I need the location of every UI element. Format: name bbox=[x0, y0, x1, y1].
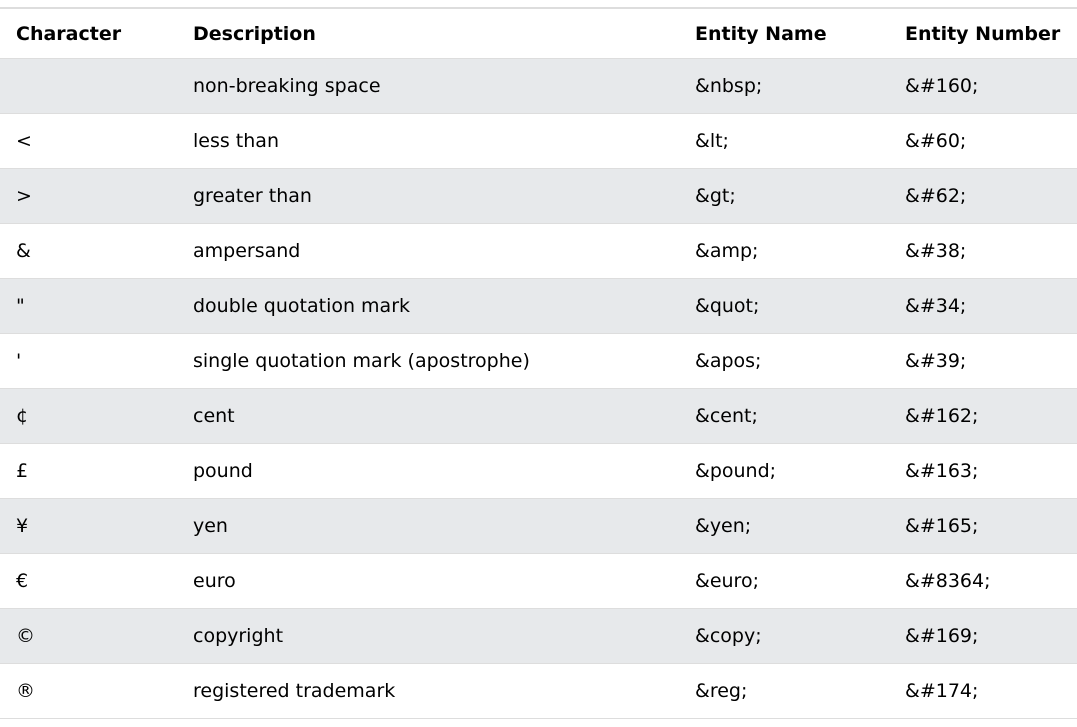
cell-entity-number: &#162; bbox=[889, 389, 1077, 444]
cell-character: © bbox=[0, 609, 177, 664]
cell-description: less than bbox=[177, 114, 679, 169]
cell-description: non-breaking space bbox=[177, 59, 679, 114]
cell-character bbox=[0, 59, 177, 114]
table-row bbox=[0, 609, 1077, 664]
cell-character: > bbox=[0, 169, 177, 224]
table-row bbox=[0, 169, 1077, 224]
table-row bbox=[0, 279, 1077, 334]
header-entity-name: Entity Name bbox=[679, 8, 889, 59]
table-row bbox=[0, 59, 1077, 114]
cell-character: ¢ bbox=[0, 389, 177, 444]
cell-description: yen bbox=[177, 499, 679, 554]
table-row bbox=[0, 499, 1077, 554]
cell-entity-number: &#34; bbox=[889, 279, 1077, 334]
table-row bbox=[0, 114, 1077, 169]
cell-description: single quotation mark (apostrophe) bbox=[177, 334, 679, 389]
table-header-row bbox=[0, 8, 1077, 59]
cell-description: cent bbox=[177, 389, 679, 444]
cell-entity-number: &#160; bbox=[889, 59, 1077, 114]
cell-entity-name: &gt; bbox=[679, 169, 889, 224]
table-row bbox=[0, 389, 1077, 444]
table-row bbox=[0, 224, 1077, 279]
cell-character: " bbox=[0, 279, 177, 334]
cell-entity-name: &nbsp; bbox=[679, 59, 889, 114]
cell-entity-number: &#62; bbox=[889, 169, 1077, 224]
cell-entity-number: &#163; bbox=[889, 444, 1077, 499]
cell-description: ampersand bbox=[177, 224, 679, 279]
table-row bbox=[0, 334, 1077, 389]
header-character: Character bbox=[0, 8, 177, 59]
cell-entity-name: &pound; bbox=[679, 444, 889, 499]
header-entity-number: Entity Number bbox=[889, 8, 1077, 59]
table-row bbox=[0, 554, 1077, 609]
cell-entity-number: &#174; bbox=[905, 680, 979, 702]
cell-description: greater than bbox=[177, 169, 679, 224]
cell-entity-number: &#169; bbox=[889, 609, 1077, 664]
table-row bbox=[0, 444, 1077, 499]
cell-character: ® bbox=[16, 680, 35, 702]
cell-entity-name: &euro; bbox=[679, 554, 889, 609]
cell-character: ' bbox=[0, 334, 177, 389]
cell-character: & bbox=[0, 224, 177, 279]
cell-description: registered trademark bbox=[193, 680, 396, 702]
html-entities-table bbox=[0, 7, 1077, 719]
cell-entity-name: &quot; bbox=[679, 279, 889, 334]
cell-description: euro bbox=[177, 554, 679, 609]
cell-entity-number: &#165; bbox=[889, 499, 1077, 554]
cell-entity-name: &lt; bbox=[679, 114, 889, 169]
cell-description: pound bbox=[177, 444, 679, 499]
cell-character: £ bbox=[0, 444, 177, 499]
cell-description: copyright bbox=[177, 609, 679, 664]
cell-character: < bbox=[0, 114, 177, 169]
cell-entity-name: &cent; bbox=[679, 389, 889, 444]
cell-entity-name: &apos; bbox=[679, 334, 889, 389]
cell-character: ¥ bbox=[0, 499, 177, 554]
cell-entity-name: &reg; bbox=[695, 680, 748, 702]
table-row bbox=[0, 664, 1077, 719]
cell-entity-number: &#8364; bbox=[889, 554, 1077, 609]
cell-entity-number: &#38; bbox=[889, 224, 1077, 279]
cell-entity-name: &copy; bbox=[679, 609, 889, 664]
cell-character: € bbox=[0, 554, 177, 609]
cell-entity-number: &#60; bbox=[889, 114, 1077, 169]
cell-description: double quotation mark bbox=[177, 279, 679, 334]
header-description: Description bbox=[177, 8, 679, 59]
cell-entity-number: &#39; bbox=[889, 334, 1077, 389]
cell-entity-name: &yen; bbox=[679, 499, 889, 554]
cell-entity-name: &amp; bbox=[679, 224, 889, 279]
